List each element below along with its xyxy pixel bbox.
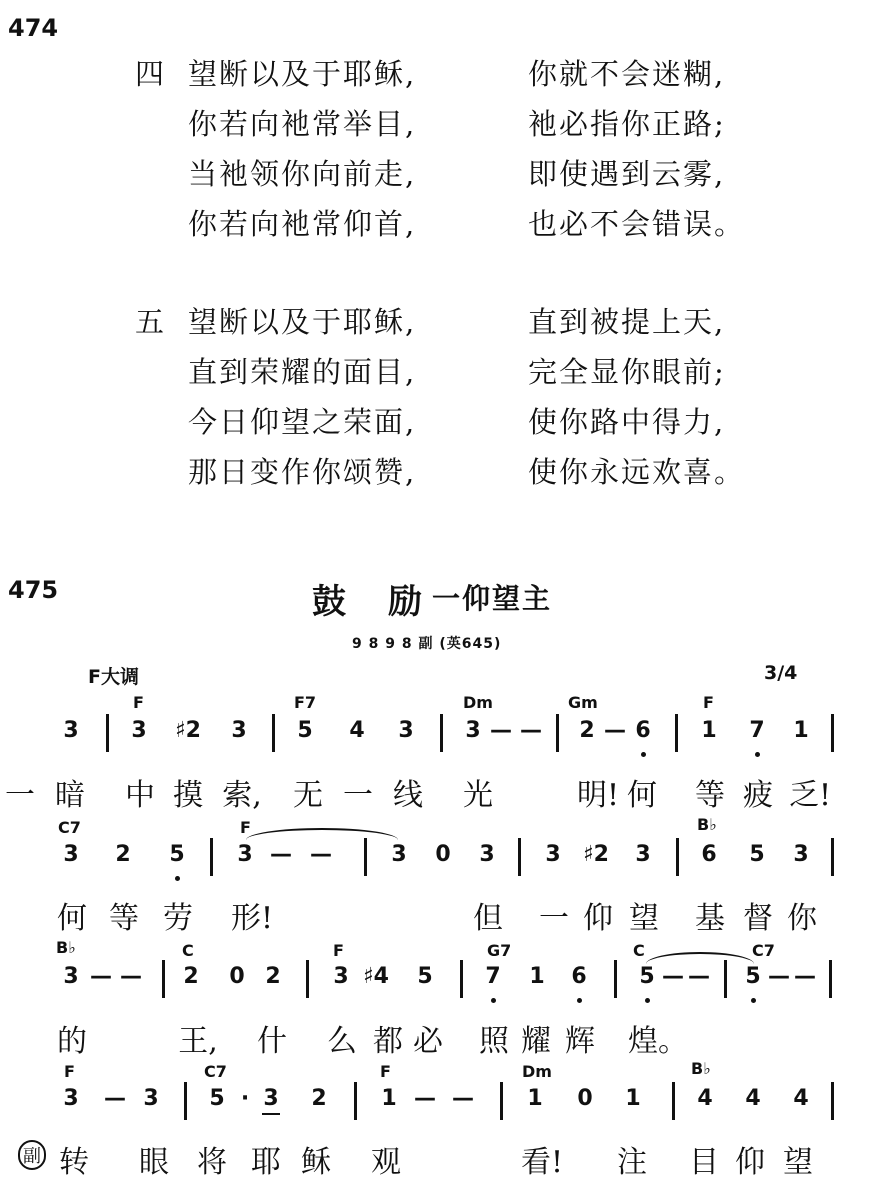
note: 6 xyxy=(571,964,587,989)
note: 4 xyxy=(349,718,365,743)
note: 5 xyxy=(209,1086,225,1111)
lyric: 望 xyxy=(629,901,659,936)
refrain-marker: 副 xyxy=(18,1140,46,1170)
note: 3 xyxy=(63,842,79,867)
note-dash: — xyxy=(604,718,626,743)
chord: F xyxy=(133,693,144,712)
note: 3 xyxy=(143,1086,159,1111)
lyric: 照 xyxy=(479,1024,509,1059)
lyric: 什 xyxy=(257,1024,287,1059)
chord: F xyxy=(240,818,251,837)
chord: F xyxy=(380,1062,391,1081)
lyric: 煌。 xyxy=(628,1024,688,1059)
note: 3 xyxy=(635,842,651,867)
note: 6 xyxy=(701,842,717,867)
lyric: 一 xyxy=(343,778,373,813)
tie-slur xyxy=(646,952,754,964)
chord: C7 xyxy=(752,941,775,960)
chord: F xyxy=(703,693,714,712)
chord: C xyxy=(633,941,645,960)
chord: G7 xyxy=(487,941,512,960)
lyric: 目 xyxy=(689,1145,719,1180)
lyric: 索, xyxy=(222,778,262,813)
lyric: 中 xyxy=(125,778,155,813)
meter-label: 9 8 9 8 副 (英645) xyxy=(352,636,502,652)
lyric: 线 xyxy=(393,778,423,813)
bar-line xyxy=(675,714,678,752)
note: 3 xyxy=(398,718,414,743)
chord: Dm xyxy=(463,693,493,712)
chord: F xyxy=(333,941,344,960)
note-dash: — xyxy=(794,964,816,989)
chord: C7 xyxy=(204,1062,227,1081)
note: 3 xyxy=(263,1086,279,1111)
note: 4 xyxy=(697,1086,713,1111)
bar-line xyxy=(829,960,832,998)
lyric: 形! xyxy=(230,901,274,936)
note: 3 xyxy=(131,718,147,743)
bar-line xyxy=(556,714,559,752)
lyric: 观 xyxy=(371,1145,401,1180)
note: 3 xyxy=(237,842,253,867)
bar-line xyxy=(672,1082,675,1120)
verse-line: 使你路中得力, xyxy=(528,405,726,439)
chord: C7 xyxy=(58,818,81,837)
bar-line xyxy=(614,960,617,998)
lyric: 何 xyxy=(57,901,87,936)
chord: B♭ xyxy=(691,1059,711,1078)
note: 3 xyxy=(479,842,495,867)
verse-line: 衪必指你正路; xyxy=(528,107,726,141)
low-octave-dot xyxy=(751,998,756,1003)
lyric: 基 xyxy=(695,901,725,936)
lyric: 一 xyxy=(5,778,35,813)
note: 2 xyxy=(183,964,199,989)
verse-line: 你若向衪常举目, xyxy=(188,107,417,141)
note: 1 xyxy=(381,1086,397,1111)
bar-line xyxy=(831,714,834,752)
lyric: 么 xyxy=(327,1024,357,1059)
low-octave-dot xyxy=(641,752,646,757)
verse-line: 使你永远欢喜。 xyxy=(528,455,746,489)
note: 1 xyxy=(701,718,717,743)
hymn-title: 鼓 励 xyxy=(312,582,426,622)
bar-line xyxy=(354,1082,357,1120)
note: 3 xyxy=(231,718,247,743)
bar-line xyxy=(106,714,109,752)
hymn-subtitle: 一仰望主 xyxy=(432,582,553,615)
lyric: 将 xyxy=(197,1145,227,1180)
note: ♯4 xyxy=(363,964,389,989)
bar-line xyxy=(500,1082,503,1120)
verse-line: 即使遇到云雾, xyxy=(528,157,726,191)
chord: F xyxy=(64,1062,75,1081)
lyric: 仰 xyxy=(583,901,613,936)
lyric: 眼 xyxy=(139,1145,169,1180)
note-dash: — xyxy=(452,1086,474,1111)
note-dash: — xyxy=(104,1086,126,1111)
note-dash: — xyxy=(414,1086,436,1111)
low-octave-dot xyxy=(645,998,650,1003)
bar-line xyxy=(210,838,213,876)
verse-line: 直到荣耀的面目, xyxy=(188,355,417,389)
chord: Gm xyxy=(568,693,598,712)
lyric: 疲 xyxy=(743,778,773,813)
note-dash: — xyxy=(520,718,542,743)
verse-line: 也必不会错误。 xyxy=(528,207,746,241)
note: 5 xyxy=(417,964,433,989)
lyric: 耀 xyxy=(521,1024,551,1059)
note-dash: — xyxy=(310,842,332,867)
eighth-underline xyxy=(262,1113,280,1115)
note: 4 xyxy=(793,1086,809,1111)
key-signature: F大调 xyxy=(88,666,139,688)
verse-line: 那日变作你颂赞, xyxy=(188,455,417,489)
lyric: 都 xyxy=(373,1024,403,1059)
note: 1 xyxy=(529,964,545,989)
lyric: 暗 xyxy=(55,778,85,813)
lyric: 一 xyxy=(539,901,569,936)
note: 3 xyxy=(333,964,349,989)
time-signature: 3/4 xyxy=(764,662,798,684)
hymn-number-474: 474 xyxy=(8,14,59,42)
verse-line: 你若向衪常仰首, xyxy=(188,207,417,241)
lyric: 望 xyxy=(783,1145,813,1180)
lyric: 但 xyxy=(473,901,503,936)
lyric: 何 xyxy=(627,778,657,813)
note: 0 xyxy=(229,964,245,989)
lyric: 注 xyxy=(617,1145,647,1180)
note-dash: — xyxy=(662,964,684,989)
note: 5 xyxy=(745,964,761,989)
note: 2 xyxy=(579,718,595,743)
lyric: 光 xyxy=(463,778,493,813)
verse-5-label: 五 xyxy=(135,305,167,339)
note: 0 xyxy=(577,1086,593,1111)
lyric: 仰 xyxy=(735,1145,765,1180)
chord: F7 xyxy=(294,693,317,712)
lyric: 辉 xyxy=(565,1024,595,1059)
note: 2 xyxy=(311,1086,327,1111)
note: 1 xyxy=(793,718,809,743)
lyric: 无 xyxy=(293,778,323,813)
note: 6 xyxy=(635,718,651,743)
chord: B♭ xyxy=(56,938,76,957)
bar-line xyxy=(364,838,367,876)
note: 3 xyxy=(63,1086,79,1111)
note: 1 xyxy=(527,1086,543,1111)
hymn-number-475: 475 xyxy=(8,576,59,604)
lyric: 的 xyxy=(57,1024,87,1059)
lyric: 王, xyxy=(178,1024,218,1059)
note: 2 xyxy=(115,842,131,867)
note: 3 xyxy=(465,718,481,743)
lyric: 等 xyxy=(109,901,139,936)
bar-line xyxy=(831,838,834,876)
lyric: 等 xyxy=(695,778,725,813)
note: 7 xyxy=(485,964,501,989)
verse-line: 直到被提上天, xyxy=(528,305,726,339)
verse-4-label: 四 xyxy=(135,57,167,91)
note: 3 xyxy=(63,964,79,989)
note: 5 xyxy=(749,842,765,867)
lyric: 稣 xyxy=(301,1145,331,1180)
lyric: 你 xyxy=(787,901,817,936)
note-dash: — xyxy=(768,964,790,989)
verse-line: 望断以及于耶稣, xyxy=(188,57,417,91)
lyric: 必 xyxy=(413,1024,443,1059)
note: ♯2 xyxy=(175,718,201,743)
low-octave-dot xyxy=(175,876,180,881)
bar-line xyxy=(831,1082,834,1120)
low-octave-dot xyxy=(755,752,760,757)
chord: B♭ xyxy=(697,815,717,834)
note: 3 xyxy=(793,842,809,867)
note: 0 xyxy=(435,842,451,867)
note: 3 xyxy=(545,842,561,867)
verse-line: 望断以及于耶稣, xyxy=(188,305,417,339)
lyric: 耶 xyxy=(251,1145,281,1180)
verse-line: 完全显你眼前; xyxy=(528,355,726,389)
bar-line xyxy=(162,960,165,998)
verse-line: 今日仰望之荣面, xyxy=(188,405,417,439)
note-dash: — xyxy=(490,718,512,743)
note-dash: — xyxy=(270,842,292,867)
bar-line xyxy=(440,714,443,752)
note: 5 xyxy=(639,964,655,989)
lyric: 乏! xyxy=(788,778,832,813)
note: 5 xyxy=(169,842,185,867)
verse-line: 你就不会迷糊, xyxy=(528,57,726,91)
note: 2 xyxy=(265,964,281,989)
note-dash: — xyxy=(120,964,142,989)
lyric: 明! xyxy=(576,778,620,813)
tie-slur xyxy=(246,828,398,840)
verse-line: 当衪领你向前走, xyxy=(188,157,417,191)
note-dash: — xyxy=(688,964,710,989)
note: ♯2 xyxy=(583,842,609,867)
note: 1 xyxy=(625,1086,641,1111)
note: 3 xyxy=(391,842,407,867)
bar-line xyxy=(460,960,463,998)
chord: Dm xyxy=(522,1062,552,1081)
note: 5 xyxy=(297,718,313,743)
bar-line xyxy=(518,838,521,876)
low-octave-dot xyxy=(577,998,582,1003)
note: 3 xyxy=(63,718,79,743)
lyric: 看! xyxy=(520,1145,564,1180)
lyric: 督 xyxy=(743,901,773,936)
lyric: 转 xyxy=(59,1145,89,1180)
dot-mark: · xyxy=(240,1086,250,1111)
note: 4 xyxy=(745,1086,761,1111)
low-octave-dot xyxy=(491,998,496,1003)
note: 7 xyxy=(749,718,765,743)
bar-line xyxy=(724,960,727,998)
chord: C xyxy=(182,941,194,960)
note-dash: — xyxy=(90,964,112,989)
bar-line xyxy=(272,714,275,752)
bar-line xyxy=(184,1082,187,1120)
bar-line xyxy=(306,960,309,998)
lyric: 摸 xyxy=(173,778,203,813)
bar-line xyxy=(676,838,679,876)
lyric: 劳 xyxy=(163,901,193,936)
